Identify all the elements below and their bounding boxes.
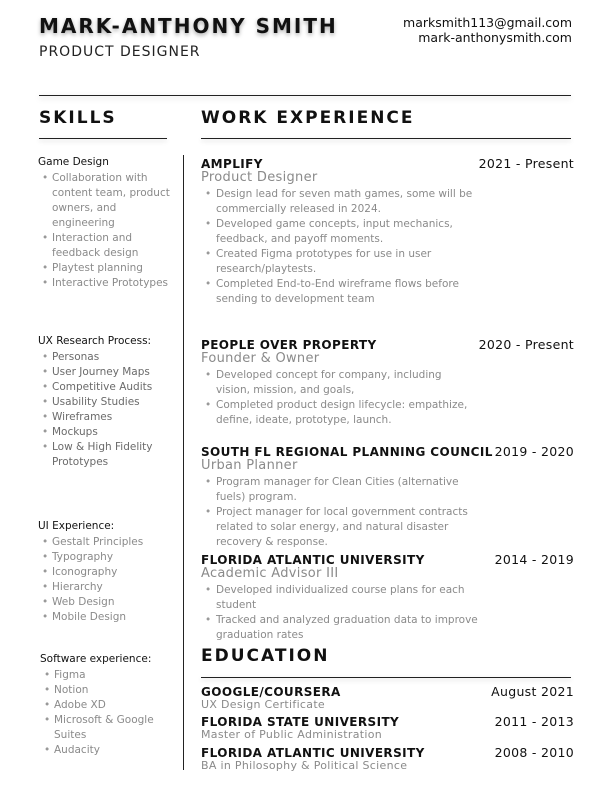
job-entry-amplify — [201, 156, 574, 307]
candidate-role: PRODUCT DESIGNER — [39, 44, 201, 60]
skill-item: • Wireframes — [38, 410, 178, 425]
skill-item: • Notion — [40, 683, 180, 698]
job-dates: 2014 - 2019 — [494, 552, 574, 567]
skill-item: • Mobile Design — [38, 610, 178, 625]
header-divider — [39, 95, 571, 96]
website-link[interactable]: mark-anthonysmith.com — [418, 30, 572, 45]
job-bullet: • Developed concept for company, including vision, mission, and goals, — [201, 368, 478, 398]
job-organization: AMPLIFY — [201, 157, 263, 171]
job-entry-sfrpc — [201, 444, 574, 550]
skill-item: • Figma — [40, 668, 180, 683]
skill-list — [40, 668, 180, 758]
skill-list — [38, 350, 178, 470]
job-title: Urban Planner — [201, 458, 298, 473]
job-bullet: • Program manager for Clean Cities (alternative fuels) program. — [201, 475, 478, 505]
education-entry-google — [201, 684, 574, 711]
job-bullets — [201, 368, 574, 428]
job-bullet: • Completed product design lifecycle: empathize, define, ideate, prototype, launch. — [201, 398, 478, 428]
job-bullet: • Completed End-to-End wireframe flows before sending to development team — [201, 277, 478, 307]
skill-group-software — [40, 652, 180, 758]
skill-item: • User Journey Maps — [38, 365, 178, 380]
education-heading: EDUCATION — [201, 646, 330, 666]
skill-item: • Playtest planning — [38, 261, 178, 276]
work-heading-rule — [201, 138, 571, 139]
skill-group-title: Software experience: — [40, 653, 152, 665]
job-bullet: • Project manager for local government contracts related to solar energy, and natural disaster recovery & response. — [201, 505, 478, 550]
job-title: Founder & Owner — [201, 351, 320, 366]
education-heading-rule — [201, 677, 571, 678]
candidate-name: MARK-ANTHONY SMITH — [39, 14, 338, 38]
education-detail: Master of Public Administration — [201, 728, 383, 741]
job-entry-people-over-property — [201, 337, 574, 428]
skill-item: • Personas — [38, 350, 178, 365]
education-dates: August 2021 — [491, 684, 574, 699]
skill-item: • Iconography — [38, 565, 178, 580]
job-title: Academic Advisor III — [201, 566, 339, 581]
job-bullet: • Design lead for seven math games, some will be commercially released in 2024. — [201, 187, 478, 217]
contact-block — [403, 15, 572, 45]
skill-list — [38, 535, 178, 625]
job-organization: FLORIDA ATLANTIC UNIVERSITY — [201, 553, 425, 567]
education-institution: FLORIDA STATE UNIVERSITY — [201, 715, 400, 729]
job-bullet: • Tracked and analyzed graduation data to improve graduation rates — [201, 613, 478, 643]
skill-group-title: UX Research Process: — [38, 335, 152, 347]
job-dates: 2019 - 2020 — [494, 444, 574, 459]
skill-group-ux-research — [38, 334, 178, 470]
skill-item: • Hierarchy — [38, 580, 178, 595]
skill-list — [38, 171, 178, 291]
skill-item: • Usability Studies — [38, 395, 178, 410]
skill-item: • Collaboration with content team, product owners, and engineering — [38, 171, 178, 231]
skill-item: • Gestalt Principles — [38, 535, 178, 550]
skill-group-game-design — [38, 155, 178, 291]
skill-item: • Adobe XD — [40, 698, 180, 713]
skill-item: • Competitive Audits — [38, 380, 178, 395]
education-detail: UX Design Certificate — [201, 698, 325, 711]
skill-item: • Low & High Fidelity Prototypes — [38, 440, 178, 470]
work-experience-heading: WORK EXPERIENCE — [201, 108, 415, 128]
skill-item: • Audacity — [40, 743, 180, 758]
education-dates: 2011 - 2013 — [494, 714, 574, 729]
job-bullet: • Developed game concepts, input mechanics, feedback, and payoff moments. — [201, 217, 478, 247]
education-entry-fsu — [201, 714, 574, 741]
skill-group-title: Game Design — [38, 156, 109, 168]
skills-heading-rule — [39, 138, 167, 139]
job-dates: 2020 - Present — [478, 337, 574, 352]
education-detail: BA in Philosophy & Political Science — [201, 759, 408, 772]
job-organization: PEOPLE OVER PROPERTY — [201, 338, 377, 352]
job-bullet: • Developed individualized course plans for each student — [201, 583, 478, 613]
job-title: Product Designer — [201, 170, 318, 185]
skill-item: • Mockups — [38, 425, 178, 440]
job-bullets — [201, 475, 574, 550]
education-entry-fau — [201, 745, 574, 772]
job-organization: SOUTH FL REGIONAL PLANNING COUNCIL — [201, 445, 493, 459]
job-bullet: • Created Figma prototypes for use in user research/playtests. — [201, 247, 478, 277]
education-dates: 2008 - 2010 — [494, 745, 574, 760]
skill-group-ui-experience — [38, 519, 178, 625]
skills-heading: SKILLS — [39, 108, 117, 128]
job-bullets — [201, 187, 574, 307]
education-institution: GOOGLE/COURSERA — [201, 685, 341, 699]
skill-item: • Interaction and feedback design — [38, 231, 178, 261]
skill-group-title: UI Experience: — [38, 520, 115, 532]
skill-item: • Web Design — [38, 595, 178, 610]
column-divider — [183, 155, 184, 770]
job-entry-fau — [201, 552, 574, 643]
skill-item: • Typography — [38, 550, 178, 565]
email-link[interactable]: marksmith113@gmail.com — [403, 15, 572, 30]
job-bullets — [201, 583, 574, 643]
job-dates: 2021 - Present — [478, 156, 574, 171]
skill-item: • Microsoft & Google Suites — [40, 713, 180, 743]
education-institution: FLORIDA ATLANTIC UNIVERSITY — [201, 746, 425, 760]
skill-item: • Interactive Prototypes — [38, 276, 178, 291]
